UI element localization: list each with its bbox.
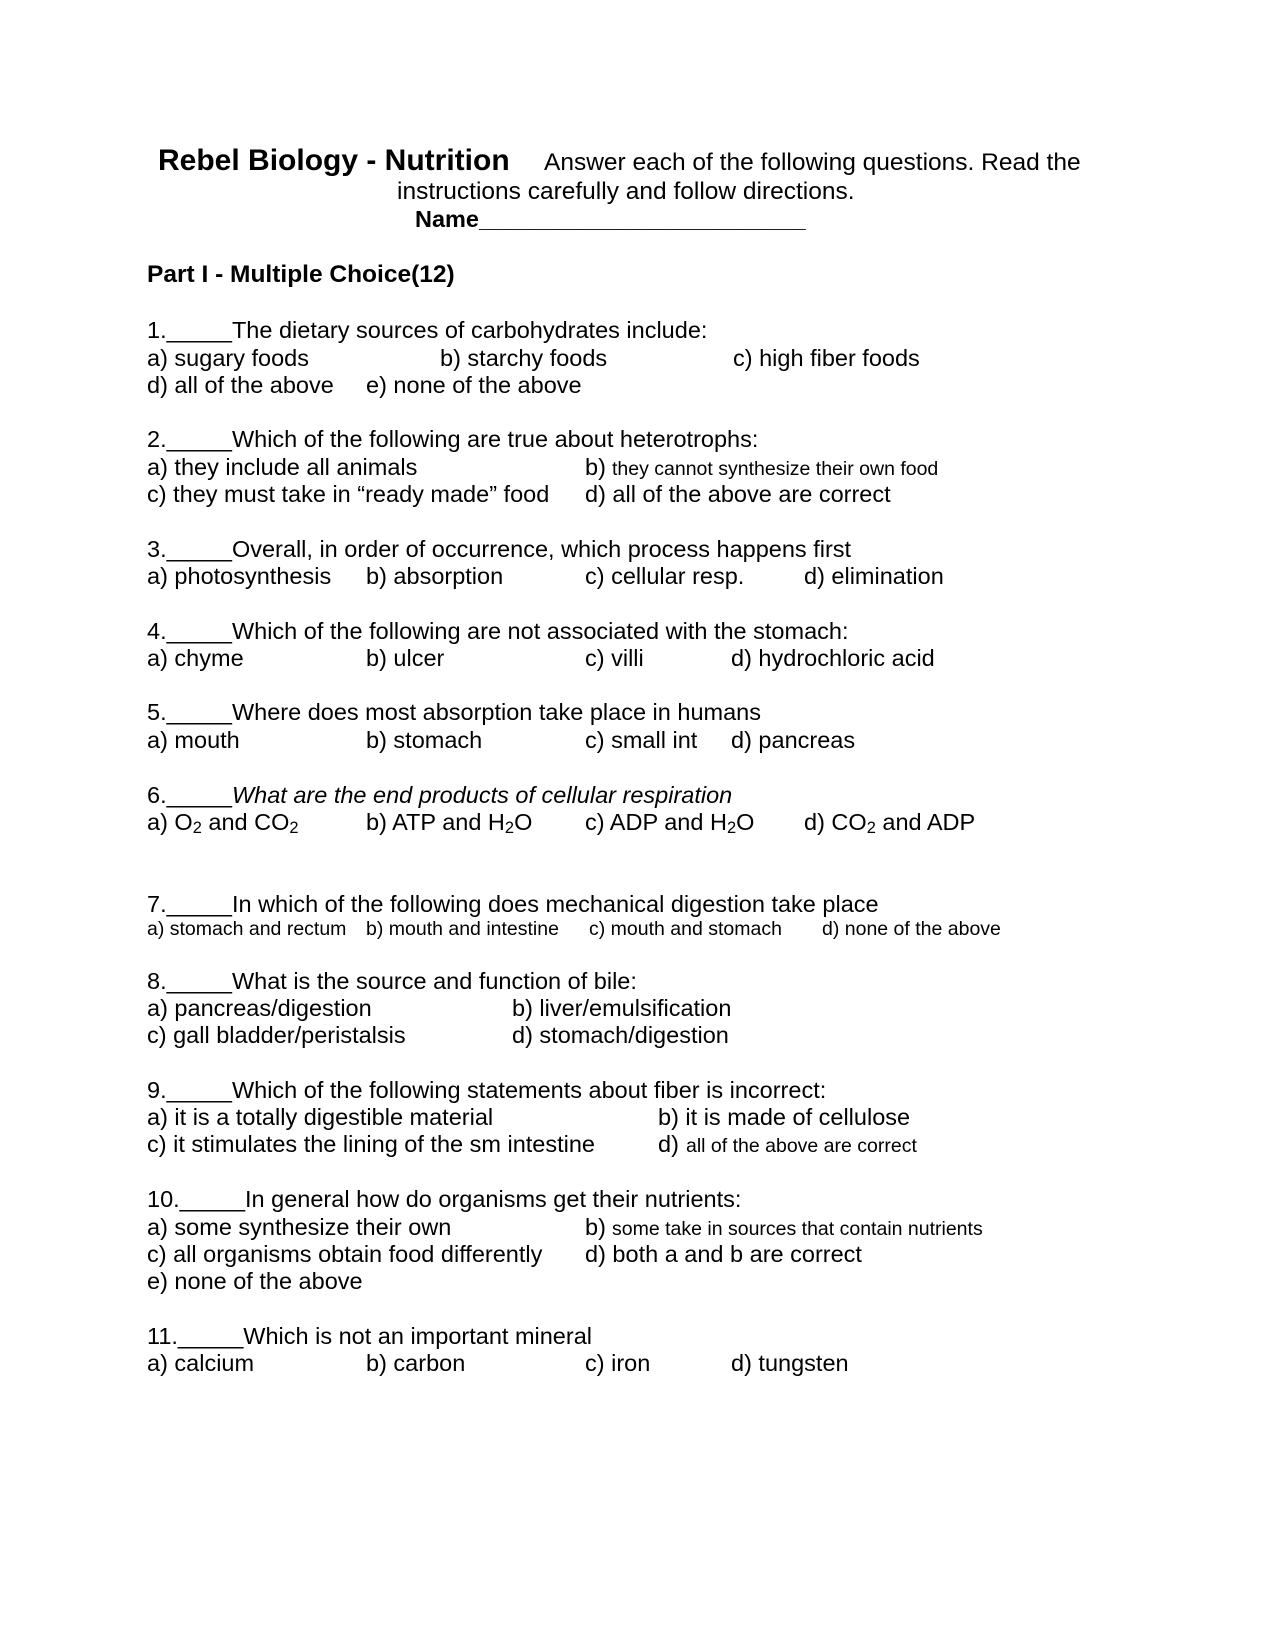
question-stem: 7._____In which of the following does mechanical digestion take place bbox=[147, 891, 879, 917]
option-b: b) ulcer bbox=[366, 645, 445, 671]
question-text: What are the end products of cellular respiration bbox=[231, 782, 733, 808]
question-number: 6._____ bbox=[147, 782, 232, 808]
option-a: a) chyme bbox=[147, 645, 244, 671]
option-b-text: they cannot synthesize their own food bbox=[612, 458, 939, 480]
question-stem: 10._____In general how do organisms get their nutrients: bbox=[147, 1186, 742, 1212]
option-a: a) some synthesize their own bbox=[147, 1214, 452, 1240]
option-c: c) it stimulates the lining of the sm intestine bbox=[147, 1131, 596, 1157]
question-stem: 4._____Which of the following are not associated with the stomach: bbox=[147, 618, 849, 644]
option-b: b) absorption bbox=[366, 563, 504, 589]
option-c: c) high fiber foods bbox=[733, 345, 920, 371]
option-a: a) calcium bbox=[147, 1350, 255, 1376]
option-e: e) none of the above bbox=[366, 372, 582, 398]
question-stem: 5._____Where does most absorption take place in humans bbox=[147, 699, 761, 725]
option-b-letter: b) bbox=[585, 1214, 606, 1240]
option-b: b) stomach bbox=[366, 727, 483, 753]
option-a: a) mouth bbox=[147, 727, 240, 753]
option-e: e) none of the above bbox=[147, 1268, 363, 1294]
option-a: a) pancreas/digestion bbox=[147, 995, 372, 1021]
option-c: c) iron bbox=[585, 1350, 651, 1376]
name-field: Name_________________________ bbox=[415, 206, 806, 232]
option-d: d) stomach/digestion bbox=[512, 1022, 729, 1048]
part-heading: Part I - Multiple Choice(12) bbox=[147, 261, 455, 288]
question-stem: 8._____What is the source and function of bile: bbox=[147, 968, 637, 994]
option-c: c) ADP and $H_2O$ bbox=[585, 809, 755, 837]
option-b: b) liver/emulsification bbox=[512, 995, 732, 1021]
option-d-text: all of the above are correct bbox=[686, 1135, 917, 1157]
option-d: d) pancreas bbox=[731, 727, 856, 753]
question-stem: 1._____The dietary sources of carbohydrates include: bbox=[147, 317, 708, 343]
option-c: c) mouth and stomach bbox=[589, 918, 782, 940]
instructions-line-2: instructions carefully and follow directions. bbox=[397, 178, 855, 205]
option-b: b) ATP and $H_2O$ bbox=[366, 809, 533, 837]
option-d: d) tungsten bbox=[731, 1350, 849, 1376]
option-a: a) it is a totally digestible material bbox=[147, 1104, 494, 1130]
option-d: d) hydrochloric acid bbox=[731, 645, 935, 671]
option-c: c) villi bbox=[585, 645, 644, 671]
option-d: d) elimination bbox=[804, 563, 944, 589]
option-b: b) starchy foods bbox=[440, 345, 608, 371]
option-c: c) cellular resp. bbox=[585, 563, 745, 589]
option-d-letter: d) bbox=[658, 1131, 679, 1157]
option-b: b) it is made of cellulose bbox=[658, 1104, 911, 1130]
option-d: d) $CO_2$ and ADP bbox=[804, 809, 976, 837]
option-a: a) photosynthesis bbox=[147, 563, 332, 589]
option-d: d) none of the above bbox=[822, 918, 1001, 940]
option-a: a) sugary foods bbox=[147, 345, 309, 371]
option-a: a) stomach and rectum bbox=[147, 918, 347, 940]
instructions-line-1: Answer each of the following questions. Read the bbox=[544, 149, 1081, 176]
question-stem: 11._____Which is not an important mineral bbox=[147, 1323, 592, 1349]
option-b-letter: b) bbox=[585, 454, 606, 480]
question-stem: 9._____Which of the following statements about fiber is incorrect: bbox=[147, 1077, 827, 1103]
option-b: b) mouth and intestine bbox=[366, 918, 559, 940]
question-stem bbox=[147, 784, 732, 808]
option-a: a) $O_2$ and $CO_2$ bbox=[147, 809, 299, 837]
option-c: c) gall bladder/peristalsis bbox=[147, 1022, 406, 1048]
worksheet-title: Rebel Biology - Nutrition bbox=[158, 144, 510, 177]
option-c: c) all organisms obtain food differently bbox=[147, 1241, 543, 1267]
question-stem: 3._____Overall, in order of occurrence, which process happens first bbox=[147, 536, 852, 562]
option-a: a) they include all animals bbox=[147, 454, 418, 480]
question-stem: 2._____Which of the following are true about heterotrophs: bbox=[147, 426, 759, 452]
option-c: c) they must take in “ready made” food bbox=[147, 481, 550, 507]
option-d: d) all of the above bbox=[147, 372, 334, 398]
option-d: d) all of the above are correct bbox=[585, 481, 891, 507]
option-b: b) carbon bbox=[366, 1350, 466, 1376]
option-b-text: some take in sources that contain nutrients bbox=[612, 1218, 983, 1240]
option-d: d) both a and b are correct bbox=[585, 1241, 862, 1267]
option-c: c) small int bbox=[585, 727, 698, 753]
